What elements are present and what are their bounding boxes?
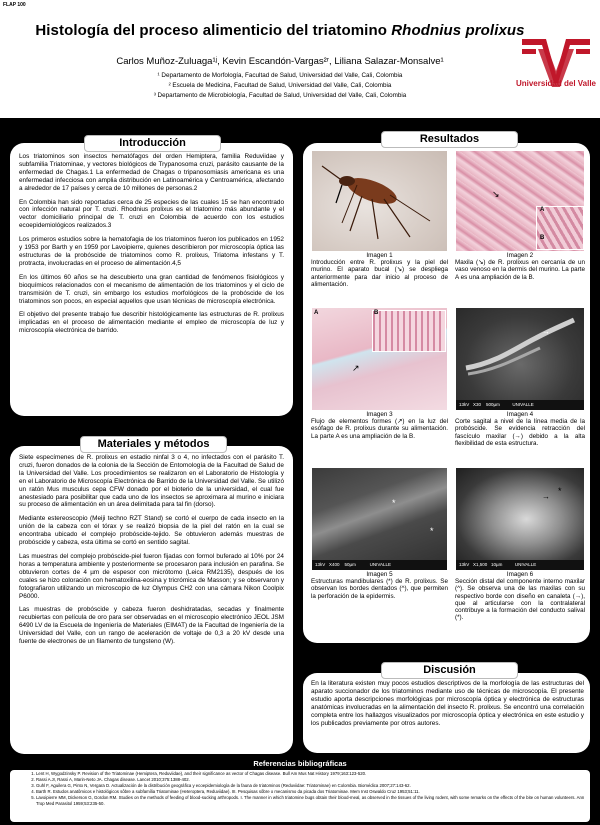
proboscis-icon <box>456 308 584 400</box>
intro-heading: Introducción <box>84 135 221 152</box>
intro-paragraph: Los primeros estudios sobre la hematofagia de los triatominos fueron los publicados en 1952 y 1953 por Barth y en 1959 por Lavoipierre, quienes describieron por microscopía óptica las estructuras de la probóscide de triatominos como R. prolixus, Triatoma infestans y T. protracta, involucradas en el proceso de alimentación.4,5 <box>19 236 284 267</box>
image-6-caption: Imagen 6 Sección distal del componente interno maxilar (^). Se observa una de las maxilas con su respectivo borde con diseño en canaleta (→), que al articularse con la contralateral contribuye a la formación del conducto salival (*). <box>455 571 585 622</box>
discussion-heading: Discusión <box>381 662 518 679</box>
discussion-text: En la literatura existen muy pocos estudios descriptivos de la morfología de las estructuras del aparato succionador de los triatominos mediante uso de técnicas de microscopía. El presente estudio aporta descripciones morfológicas por microscopía óptica y electrónica de estructuras anatómicas involucradas en la alimentación del insecto R. prolixus. Se encontró una correlación completa entre los hallazgos visualizados por microscopía óptica y electrónica en este estudio y los publicados previamente por otros autores. <box>311 680 584 727</box>
reference-item: 2. Rassi A Jr, Rassi A, Marin-Neto JA. Chagas disease. Lancet 2010;375:1388-402. <box>36 777 586 783</box>
reference-item: 3. Guhl F, Aguilera G, Pinto N, Vergara D. Actualización de la distribución geográfica y ecoepidemiología de la fauna de triatominos (Reduviidae: Triatominae) en Colombia. Biomédica 2007;27:143-62. <box>36 783 586 789</box>
svg-text:→: → <box>542 327 550 336</box>
reference-item: 4. Barth R. Estudos anatômicos e histológicos sôbre a subfamília Triatominae (Heteroptera, Reduviidae). III. Pesquisas sôbre o mecanismo da picada dos Triatominae. Mem Inst Oswaldo Cruz 1953;51:11. <box>36 789 586 795</box>
intro-paragraph: El objetivo del presente trabajo fue describir histológicamente las estructuras de R. prolixus implicadas en el proceso de alimentación mediante el empleo de microscopía de luz y microscopía electrónica de barrido. <box>19 311 284 335</box>
image-4-sem <box>455 307 585 411</box>
reference-item: 1. Lent H, Wygodzinsky P. Revision of the Triatominae (Hemiptera, Reduviidae), and their significance as vector of Chagas disease. Bull Am Mus Nat History 1979;163:123-520. <box>36 771 586 777</box>
arrow-icon: ↘ <box>492 189 500 199</box>
methods-paragraph: Mediante estereoscopio (Meiji techno RZT Stand) se cortó el cuerpo de cada insecto en la unión de la cabeza con el tórax y se realizó biopsia de la piel del ratón en la cual se encontraba ubicado el complejo probóscide-tejido. Se obtuvieron además muestras de probóscide y cabeza, esta última se cortó en sentido sagital. <box>19 515 284 547</box>
image-2-histology <box>455 150 585 252</box>
image-3-caption: Imagen 3 Flujo de elementos formes (↗) en la luz del esófago de R. prolixus durante su alimentación. La parte A es una ampliación de la B. <box>311 411 448 440</box>
methods-paragraph: Las muestras del complejo probóscide-piel fueron fijadas con formol buferado al 10% por 24 horas a temperatura ambiente y posteriormente se procesaron para inclusión en parafina. Se obtuvieron cortes de 4 µm de espesor con micrótomo (Leica RM2135), después de los cuales se hizo coloración con hematoxilina-eosina y tricrómica de Masson; y se observaron y fotografiaron utilizando un microscopio de luz Olympus CH2 con una cámara Nikon Coolpix P6000. <box>19 552 284 600</box>
methods-paragraph: Las muestras de probóscide y cabeza fueron deshidratadas, secadas y finalmente recubiertas con película de oro para ser observadas en el microscopio electrónico JEOL JSM 6490 LV de la Escuela de Ingeniería de Materiales (EIMAT) de la Facultad de Ingeniería de la Universidad del Valle, con un rango de aceleración de voltaje de 0,3 a 20 kV desde una fuente de electrones de un filamento de tungsteno (W). <box>19 606 284 646</box>
affiliation-2: ² Escuela de Medicina, Facultad de Salud, Universidad del Valle, Cali, Colombia <box>168 82 392 89</box>
image-2-caption: Imagen 2 Maxila (↘) de R. prolixus en cercanía de un vaso venoso en la dermis del murino. La parte A es una ampliación de la B. <box>455 252 585 281</box>
sem-scale-bar: 13kV X400 50µm UNIVALLE <box>312 560 448 570</box>
panel-label-a: A <box>540 207 545 213</box>
image-5-sem <box>311 467 448 571</box>
arrow-icon: → <box>542 492 550 501</box>
image-5-caption: Imagen 5 Estructuras mandibulares (*) de R. prolixus. Se observan los bordes dentados (^), que permiten la perforación de la epidermis. <box>311 571 448 600</box>
university-name: Universidad del Valle <box>515 79 597 88</box>
panel-label-b: B <box>374 310 379 316</box>
asterisk-marker-icon: * <box>558 486 562 496</box>
image-3-esophagus <box>311 307 448 411</box>
affiliation-1: ¹ Departamento de Morfología, Facultad de Salud, Universidad del Valle, Cali, Colombia <box>157 72 403 79</box>
arrow-icon: ↗ <box>352 363 360 373</box>
methods-text <box>19 454 284 652</box>
references-panel <box>10 770 590 822</box>
asterisk-marker-icon: * <box>430 526 434 536</box>
panel-label-b: B <box>540 235 545 241</box>
image-6-sem <box>455 467 585 571</box>
panel-label-a: A <box>314 310 319 316</box>
methods-heading: Materiales y métodos <box>80 436 227 453</box>
image-1-caption: Imagen 1 Introducción entre R. prolixus y la piel del murino. El aparato bucal (↘) se despliega anteriormente para dar inicio al proceso de alimentación. <box>311 252 448 288</box>
affiliations <box>30 71 530 101</box>
inset-panel <box>372 310 446 352</box>
poster-header <box>0 0 600 118</box>
university-logo-icon <box>518 22 594 100</box>
intro-paragraph: En los últimos 60 años se ha descubierto una gran cantidad de fenómenos fisiológicos y bioquímicos relacionados con el mecanismo de alimentación de los triatominos y el ciclo de transmisión de T. cruzi, sin embargo los estudios morfológicos de la probóscide de los triatominos son pocos, en especial aquellos que usan técnicas de microscopía electrónica. <box>19 273 284 305</box>
references-heading: Referencias bibliográficas <box>253 759 347 768</box>
triatomine-icon <box>312 151 447 251</box>
references-list <box>10 771 590 807</box>
intro-paragraph: Los triatominos son insectos hematófagos del orden Hemiptera, familia Reduviidae y subfamilia Triatominae, y vectores biológicos de Trypanosoma cruzi, parásito causante de la enfermedad de Chagas.1 La enfermedad de Chagas o tripanosomiasis americana es una enfermedad infecciosa con amplia distribución en Latinoamérica y Centroamérica, afectando a alrededor de 17 países y cerca de 10 millones de personas.2 <box>19 153 284 192</box>
image-4-caption: Imagen 4 Corte sagital a nivel de la línea media de la probóscide. Se evidencia retracción del fascículo maxilar (→) debido a la alta flexibilidad de esta estructura. <box>455 411 585 447</box>
image-1-insect-photo <box>311 150 448 252</box>
asterisk-marker-icon: * <box>392 498 396 508</box>
affiliation-3: ³ Departamento de Microbiología, Facultad de Salud, Universidad del Valle, Cali, Colombia <box>153 92 407 99</box>
authors: Carlos Muñoz-Zuluaga¹ʲ, Kevin Escandón-Vargas²ʳ, Liliana Salazar-Monsalve¹ <box>116 56 444 67</box>
poster-code: FLAP 100 <box>3 2 26 8</box>
sem-scale-bar: 13kV X30 500µm UNIVALLE <box>456 400 585 410</box>
sem-scale-bar: 13kV X1,500 10µm UNIVALLE <box>456 560 585 570</box>
intro-paragraph: En Colombia han sido reportadas cerca de 25 especies de las cuales 15 se han encontrado con infección natural por T. cruzi. Rhodnius prolixus es el triatomino más abundante y el vector domiciliario principal de T. cruzi en Colombia de acuerdo con los estudios ecoepidemiológicos realizados.3 <box>19 198 284 230</box>
poster-title: Histología del proceso alimenticio del triatomino Rhodnius prolixus <box>35 22 525 39</box>
reference-item: 5. Lavoipierre MM, Dickerson G, Gordon RM. Studies on the methods of feeding of blood-sucking arthropods. I. The manner in which triatomine bugs obtain their blood-meal, as observed in the tissues of the living rodent, with some remarks on the effects of the bite on human volunteers. Ann Trop Med Parasitol 1959;53:235-50. <box>36 795 586 807</box>
results-heading: Resultados <box>381 131 518 148</box>
intro-text <box>19 153 284 341</box>
methods-paragraph: Siete especímenes de R. prolixus en estadio ninfal 3 o 4, no infectados con el parásito T. cruzi, fueron donados de la colonia de la Sección de Entomología de la Facultad de Salud de la Universidad del Valle. Los procedimientos se realizaron en el Laboratorio de Histología y en el Laboratorio de Microscopía Electrónica de Barrido de la Universidad del Valle. Se utilizó un ratón Mus musculus cepa CFW donado por el bioterio de la universidad, el cual fue anestesiado para posibilitar que cada uno de los insectos se aproximara al murino e iniciara su proceso de alimentación en un área delimitada para tal fin (dorso). <box>19 454 284 509</box>
